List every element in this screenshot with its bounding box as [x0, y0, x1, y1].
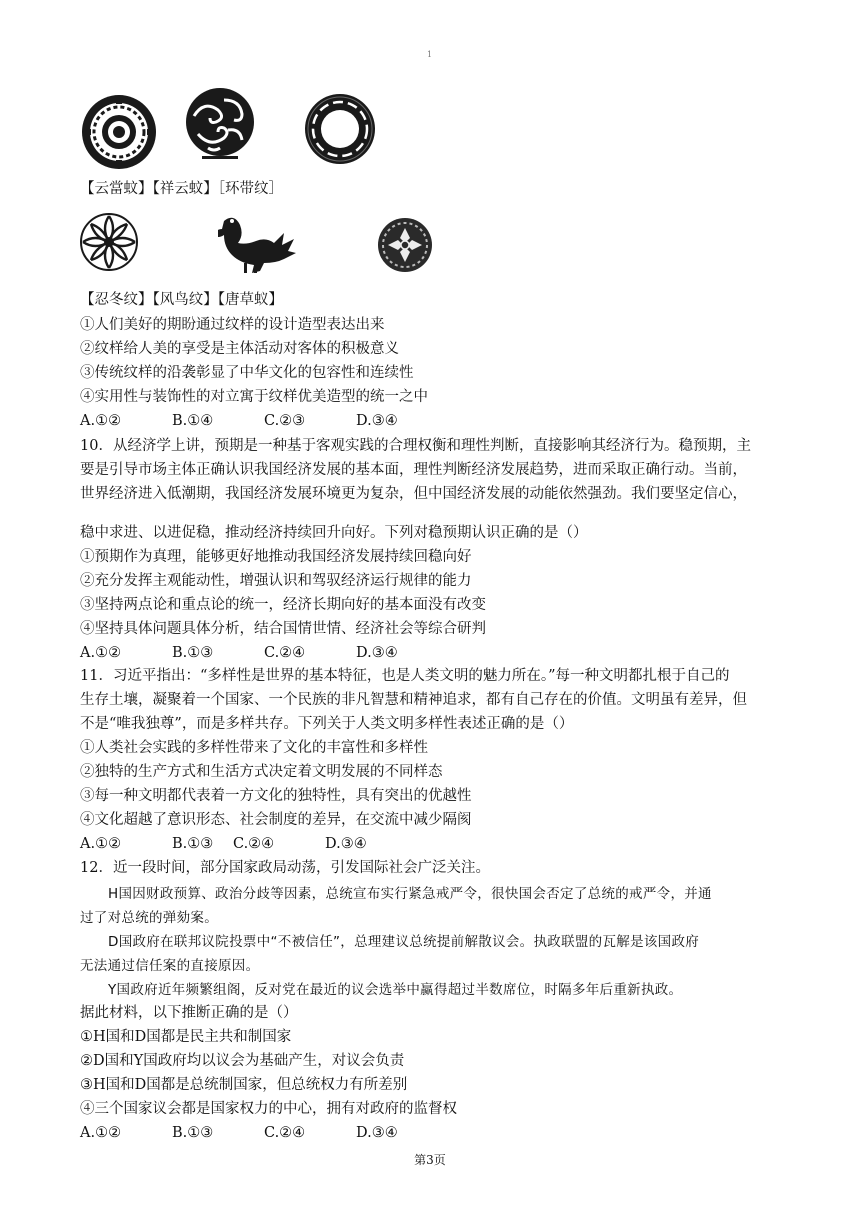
option-b[interactable]: B.①④	[172, 413, 214, 429]
q11-statement-4: ④文化超越了意识形态、社会制度的差异，在交流中减少隔阂	[80, 812, 472, 828]
q12-material-h	[80, 882, 780, 930]
q11-statement-1: ①人类社会实践的多样性带来了文化的丰富性和多样性	[80, 740, 428, 756]
option-b[interactable]: B.①③	[172, 1125, 214, 1141]
q11-options	[80, 834, 367, 854]
ring-band-pattern-image	[303, 92, 377, 166]
material-h-line-1: H国因财政预算、政治分歧等因素，总统宣布实行紧急戒严令，很快国会否定了总统的戒严令，并通	[108, 886, 712, 902]
q11-statement-3: ③每一种文明都代表着一方文化的独特性，具有突出的优越性	[80, 788, 472, 804]
option-b[interactable]: B.①③	[172, 836, 214, 852]
q11-stem-line-2: 生存土壤，凝聚着一个国家、一个民族的非凡智慧和精神追求，都有自己存在的价值。文明虽有差异，但	[80, 692, 747, 708]
page-number: 第3页	[414, 1153, 446, 1167]
q9-statement-2: ②纹样给人美的享受是主体活动对客体的积极意义	[80, 341, 399, 357]
option-a[interactable]: A.①②	[80, 1125, 122, 1141]
material-h-line-2: 过了对总统的弹劾案。	[80, 910, 218, 926]
option-b[interactable]: B.①③	[172, 645, 214, 661]
option-d[interactable]: D.③④	[356, 645, 398, 661]
q11-statement-2: ②独特的生产方式和生活方式决定着文明发展的不同样态	[80, 764, 443, 780]
q12-question: 据此材料，以下推断正确的是（）	[80, 1005, 298, 1021]
q12-statement-2: ②D国和Y国政府均以议会为基础产生，对议会负责	[80, 1053, 405, 1069]
cloud-tile-pattern-image	[80, 93, 158, 171]
q9-statement-1: ①人们美好的期盼通过纹样的设计造型表达出来	[80, 317, 385, 333]
phoenix-bird-pattern-image	[218, 213, 296, 275]
q12-statement-4: ④三个国家议会都是国家权力的中心，拥有对政府的监督权	[80, 1101, 457, 1117]
pattern-caption-row-1: 【云當蚊】【祥云蚊】［环带纹］	[80, 181, 283, 197]
q12-material-d	[80, 930, 780, 978]
option-c[interactable]: C.②④	[264, 645, 306, 661]
q10-statement-1: ①预期作为真理，能够更好地推动我国经济发展持续回稳向好	[80, 549, 472, 565]
q11-stem-line-1: 11．习近平指出：“多样性是世界的基本特征，也是人类文明的魅力所在。”每一种文明都扎根于自己的	[80, 668, 730, 684]
option-d[interactable]: D.③④	[325, 836, 367, 852]
option-c[interactable]: C.②④	[233, 836, 275, 852]
q10-stem-line-1: 10．从经济学上讲，预期是一种基于客观实践的合理权衡和理性判断，直接影响其经济行为。稳预期，主	[80, 438, 751, 454]
option-a[interactable]: A.①②	[80, 413, 122, 429]
q9-statement-3: ③传统纹样的沿袭彰显了中华文化的包容性和连续性	[80, 365, 414, 381]
arabesque-pattern-image	[376, 216, 434, 274]
material-y-line-1: Y国政府近年频繁组阁，反对党在最近的议会选举中赢得超过半数席位，时隔多年后重新执政。	[108, 982, 683, 998]
option-d[interactable]: D.③④	[356, 413, 398, 429]
option-d[interactable]: D.③④	[356, 1125, 398, 1141]
q10-stem-line-3: 世界经济进入低潮期，我国经济发展环境更为复杂，但中国经济发展的动能依然强劲。我们要坚定信心，	[80, 486, 747, 502]
q10-statement-2: ②充分发挥主观能动性，增强认识和驾驭经济运行规律的能力	[80, 573, 472, 589]
q12-statement-1: ①H国和D国都是民主共和制国家	[80, 1029, 292, 1045]
option-a[interactable]: A.①②	[80, 645, 122, 661]
material-d-line-2: 无法通过信任案的直接原因。	[80, 958, 260, 974]
pattern-caption-row-2: 【忍冬纹】【风鸟纹】【唐草蚁】	[80, 292, 283, 308]
option-c[interactable]: C.②③	[264, 413, 306, 429]
q10-stem-line-4: 稳中求进、以进促稳，推动经济持续回升向好。下列对稳预期认识正确的是（）	[80, 525, 588, 541]
honeysuckle-pattern-image	[79, 212, 139, 272]
q12-material-y	[80, 978, 780, 1002]
q11-stem-line-3: 不是“唯我独尊”，而是多样共存。下列关于人类文明多样性表述正确的是（）	[80, 716, 574, 732]
q9-statement-4: ④实用性与装饰性的对立寓于纹样优美造型的统一之中	[80, 389, 428, 405]
q9-options	[80, 411, 398, 431]
q10-statement-4: ④坚持具体问题具体分析，结合国情世情、经济社会等综合研判	[80, 621, 486, 637]
q10-statement-3: ③坚持两点论和重点论的统一，经济长期向好的基本面没有改变	[80, 597, 486, 613]
q10-stem-line-2: 要是引导市场主体正确认识我国经济发展的基本面，理性判断经济发展趋势，进而采取正确行动。当前，	[80, 462, 747, 478]
q12-statement-3: ③H国和D国都是总统制国家，但总统权力有所差别	[80, 1077, 408, 1093]
q12-stem: 12．近一段时间，部分国家政局动荡，引发国际社会广泛关注。	[80, 860, 490, 876]
material-d-line-1: D国政府在联邦议院投票中“不被信任”，总理建议总统提前解散议会。执政联盟的瓦解是该国政府	[108, 934, 700, 950]
option-c[interactable]: C.②④	[264, 1125, 306, 1141]
q12-options	[80, 1123, 398, 1143]
auspicious-cloud-pattern-image	[184, 86, 256, 162]
page-top-mark: 1	[427, 50, 433, 59]
q10-options	[80, 643, 398, 663]
option-a[interactable]: A.①②	[80, 836, 122, 852]
